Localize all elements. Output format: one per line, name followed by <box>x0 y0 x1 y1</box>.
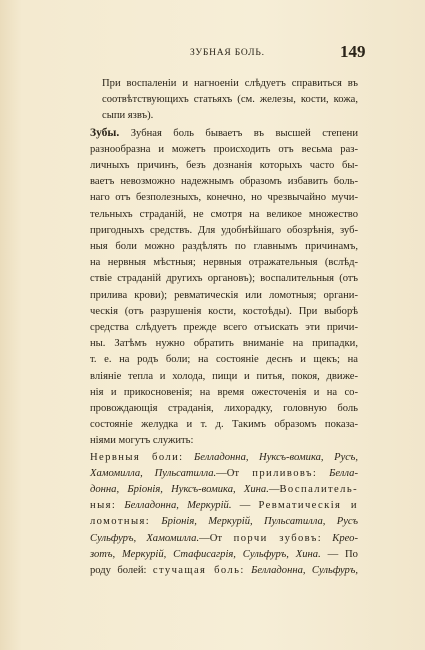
text-line: ніями могутъ служить: <box>90 435 194 447</box>
section-term: Зубы. <box>90 126 120 139</box>
text-segment <box>150 516 161 527</box>
text-segment: — По <box>320 548 358 560</box>
remedy-category: порчи зубовъ: <box>222 532 323 544</box>
text-segment: —От <box>199 532 223 544</box>
text-line: личныхъ причинъ, безъ дознанія которыхъ часто бы- <box>90 160 358 172</box>
remedy-names: Белладонна, Сульфуръ, <box>251 565 359 577</box>
remedy-names: Хамомилла, Пульсатилла. <box>90 467 217 479</box>
remedy-category: Ревматическія и <box>258 500 358 512</box>
running-head: ЗУБНАЯ БОЛЬ. <box>190 48 265 58</box>
body-text <box>90 76 358 579</box>
page-header <box>0 42 425 66</box>
text-line: Зубная боль бываетъ въ высшей степени <box>130 127 358 139</box>
remedy-line <box>90 531 358 547</box>
paragraph-toothache <box>90 125 358 450</box>
text-segment <box>322 533 332 544</box>
remedy-line <box>90 482 358 498</box>
text-line: ны. Затѣмъ нужно обратить вниманіе на припадки, <box>90 338 358 350</box>
text-line: соотвѣтствующихъ статьяхъ (см. железы, кости, кожа, <box>102 94 358 106</box>
remedy-line <box>90 450 358 466</box>
text-line: ваетъ невозможно надежнымъ образомъ избавить боль- <box>90 176 358 188</box>
remedy-category: стучащая боль: <box>152 565 245 577</box>
text-line: пригодныхъ средствъ. Для удобнѣйшаго обозрѣнія, зуб- <box>90 224 358 236</box>
text-segment <box>184 452 195 463</box>
remedy-category: ныя: <box>90 500 117 512</box>
text-line: провождающія страданія, лихорадку, головную боль <box>90 403 358 415</box>
text-line: состояніе желудка и т. д. Такимъ образомъ показа- <box>90 419 358 431</box>
text-line: При воспаленіи и нагноеніи слѣдуетъ справиться въ <box>102 78 358 89</box>
text-segment: роду болей: <box>90 565 147 577</box>
page-number: 149 <box>340 42 366 61</box>
remedy-names: донна, Бріонія, Нуксъ-вомика, Хина. <box>90 484 269 496</box>
text-line: нія и прикосновенія; на время ожесточенія и на со- <box>90 386 358 398</box>
text-line-with-term <box>90 125 358 142</box>
text-line: ныя боли можно раздѣлять по главнымъ причинамъ, <box>90 241 358 253</box>
remedy-names: зотъ, Меркурій, Стафисагрія, Сульфуръ, Хина. <box>90 548 321 560</box>
remedy-line <box>90 547 358 563</box>
text-line: сыпи язвъ). <box>102 110 154 122</box>
remedy-category: ломотныя: <box>90 516 151 528</box>
text-line: разнообразна и можетъ происходить отъ весьма раз- <box>90 143 358 155</box>
text-line: ческія (отъ разрушенія кости, костоѣды). При выборѣ <box>90 305 358 317</box>
remedy-line <box>90 514 358 530</box>
remedy-names: Бріонія, Меркурій, Пульсатилла, Русъ <box>161 516 358 528</box>
text-segment: — <box>268 484 280 496</box>
remedy-names: Крео- <box>332 532 358 544</box>
remedy-names: Белла- <box>329 467 358 479</box>
remedy-line <box>90 498 358 514</box>
text-line: наго отъ безполезныхъ, конечно, но чрезвычайно мучи- <box>90 192 358 204</box>
remedy-names: Белладонна, Меркурій. <box>124 500 232 512</box>
text-line: вліяніе тепла и холода, пищи и питья, покоя, движе- <box>90 370 358 382</box>
remedy-category: Воспалитель- <box>279 484 358 496</box>
text-segment <box>317 468 329 479</box>
remedy-line <box>90 563 358 579</box>
text-line: на нервныя мѣстныя; нервныя отражательныя (вслѣд- <box>90 257 358 269</box>
remedy-names: Сульфуръ, Хамомилла. <box>90 532 200 544</box>
text-segment: —От <box>216 467 240 479</box>
remedy-names: Белладонна, Нуксъ-вомика, Русъ, <box>194 451 359 463</box>
remedy-line <box>90 466 358 482</box>
text-line: т. е. на родъ боли; на состояніе деснъ и щекъ; на <box>90 354 358 366</box>
text-line: средства слѣдуетъ прежде всего отъискать эти причи- <box>90 322 358 334</box>
remedy-category: Нервныя боли: <box>90 451 184 463</box>
paragraph-inflammation <box>90 76 358 125</box>
text-segment: — <box>231 500 259 512</box>
text-line: тельныхъ страданій, не смотря на великое множество <box>90 208 358 220</box>
remedies-list <box>90 450 358 580</box>
text-line: ствіе страданій другихъ органовъ); воспалительныя (отъ <box>90 273 358 285</box>
text-line: прилива крови); ревматическія или ломотныя; органи- <box>90 289 358 301</box>
remedy-category: приливовъ: <box>239 467 318 479</box>
